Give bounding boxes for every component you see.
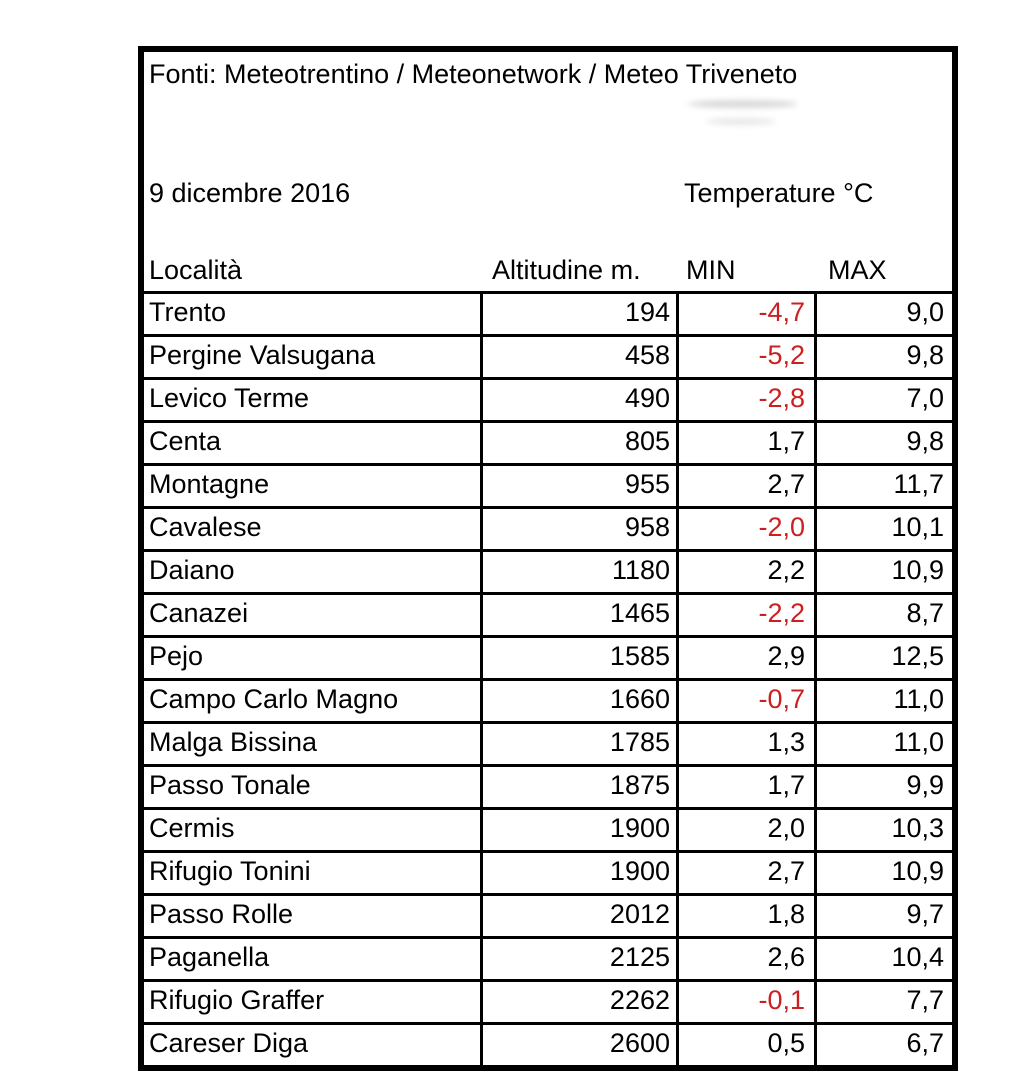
max-cell: 10,1 xyxy=(814,509,952,549)
localita-cell: Malga Bissina xyxy=(149,727,318,757)
altitudine-cell: 458 xyxy=(480,337,676,377)
min-cell: -4,7 xyxy=(676,294,814,334)
table-row xyxy=(144,420,952,463)
table-row xyxy=(144,377,952,420)
table-row xyxy=(144,463,952,506)
smudge-stroke xyxy=(706,118,776,125)
max-cell: 11,7 xyxy=(814,466,952,506)
date-label: 9 dicembre 2016 xyxy=(149,178,351,208)
localita-cell: Trento xyxy=(149,297,227,327)
altitudine-cell: 2262 xyxy=(480,982,676,1022)
table-row xyxy=(144,592,952,635)
max-cell: 6,7 xyxy=(814,1025,952,1065)
table-row xyxy=(144,893,952,936)
max-cell: 7,0 xyxy=(814,380,952,420)
altitudine-cell: 1585 xyxy=(480,638,676,678)
min-cell: 2,6 xyxy=(676,939,814,979)
localita-cell: Daiano xyxy=(149,555,235,585)
temperature-table xyxy=(138,46,958,1071)
localita-cell: Pejo xyxy=(149,641,204,671)
watermark-smudge xyxy=(684,96,814,130)
max-cell: 9,8 xyxy=(814,337,952,377)
table-body xyxy=(144,291,952,1065)
localita-cell: Rifugio Graffer xyxy=(149,985,325,1015)
altitudine-cell: 1900 xyxy=(480,810,676,850)
altitudine-cell: 1785 xyxy=(480,724,676,764)
altitudine-cell: 2125 xyxy=(480,939,676,979)
min-cell: 1,7 xyxy=(676,423,814,463)
min-cell: 1,8 xyxy=(676,896,814,936)
max-cell: 10,4 xyxy=(814,939,952,979)
altitudine-cell: 1180 xyxy=(480,552,676,592)
min-cell: -0,7 xyxy=(676,681,814,721)
smudge-stroke xyxy=(688,100,798,108)
altitudine-cell: 805 xyxy=(480,423,676,463)
localita-cell: Canazei xyxy=(149,598,249,628)
max-cell: 10,9 xyxy=(814,853,952,893)
column-header-max: MAX xyxy=(828,255,887,285)
localita-cell: Campo Carlo Magno xyxy=(149,684,399,714)
column-header-row xyxy=(144,254,952,286)
localita-cell: Careser Diga xyxy=(149,1028,309,1058)
min-cell: 2,9 xyxy=(676,638,814,678)
column-header-min: MIN xyxy=(686,255,736,285)
max-cell: 11,0 xyxy=(814,681,952,721)
altitudine-cell: 955 xyxy=(480,466,676,506)
max-cell: 9,7 xyxy=(814,896,952,936)
max-cell: 9,9 xyxy=(814,767,952,807)
altitudine-cell: 2600 xyxy=(480,1025,676,1065)
table-row xyxy=(144,807,952,850)
max-cell: 10,9 xyxy=(814,552,952,592)
min-cell: -2,2 xyxy=(676,595,814,635)
localita-cell: Rifugio Tonini xyxy=(149,856,311,886)
min-cell: -0,1 xyxy=(676,982,814,1022)
min-cell: -5,2 xyxy=(676,337,814,377)
localita-cell: Cermis xyxy=(149,813,235,843)
altitudine-cell: 958 xyxy=(480,509,676,549)
table-row xyxy=(144,678,952,721)
table-row xyxy=(144,979,952,1022)
table-row xyxy=(144,635,952,678)
min-cell: 1,7 xyxy=(676,767,814,807)
altitudine-cell: 2012 xyxy=(480,896,676,936)
localita-cell: Passo Rolle xyxy=(149,899,294,929)
localita-cell: Cavalese xyxy=(149,512,262,542)
min-cell: 1,3 xyxy=(676,724,814,764)
table-row xyxy=(144,936,952,979)
table-header xyxy=(144,52,952,291)
min-cell: 2,7 xyxy=(676,853,814,893)
min-cell: 2,2 xyxy=(676,552,814,592)
altitudine-cell: 1660 xyxy=(480,681,676,721)
table-row xyxy=(144,721,952,764)
max-cell: 8,7 xyxy=(814,595,952,635)
localita-cell: Passo Tonale xyxy=(149,770,311,800)
column-header-localita: Località xyxy=(149,255,243,285)
table-row xyxy=(144,549,952,592)
max-cell: 9,8 xyxy=(814,423,952,463)
min-cell: 2,7 xyxy=(676,466,814,506)
altitudine-cell: 1875 xyxy=(480,767,676,807)
localita-cell: Paganella xyxy=(149,942,270,972)
sources-line: Fonti: Meteotrentino / Meteonetwork / Meteo Triveneto xyxy=(149,59,798,89)
altitudine-cell: 1900 xyxy=(480,853,676,893)
table-row xyxy=(144,334,952,377)
min-cell: -2,0 xyxy=(676,509,814,549)
min-cell: -2,8 xyxy=(676,380,814,420)
table-row xyxy=(144,850,952,893)
date-row xyxy=(144,177,952,209)
altitudine-cell: 1465 xyxy=(480,595,676,635)
max-cell: 11,0 xyxy=(814,724,952,764)
table-row xyxy=(144,764,952,807)
max-cell: 7,7 xyxy=(814,982,952,1022)
min-cell: 0,5 xyxy=(676,1025,814,1065)
max-cell: 12,5 xyxy=(814,638,952,678)
localita-cell: Montagne xyxy=(149,469,270,499)
min-cell: 2,0 xyxy=(676,810,814,850)
altitudine-cell: 490 xyxy=(480,380,676,420)
column-header-altitudine: Altitudine m. xyxy=(492,255,641,285)
localita-cell: Pergine Valsugana xyxy=(149,340,376,370)
table-row xyxy=(144,291,952,334)
altitudine-cell: 194 xyxy=(480,294,676,334)
temperature-units-label: Temperature °C xyxy=(684,178,874,208)
localita-cell: Centa xyxy=(149,426,222,456)
localita-cell: Levico Terme xyxy=(149,383,310,413)
max-cell: 10,3 xyxy=(814,810,952,850)
table-row xyxy=(144,1022,952,1065)
table-row xyxy=(144,506,952,549)
max-cell: 9,0 xyxy=(814,294,952,334)
